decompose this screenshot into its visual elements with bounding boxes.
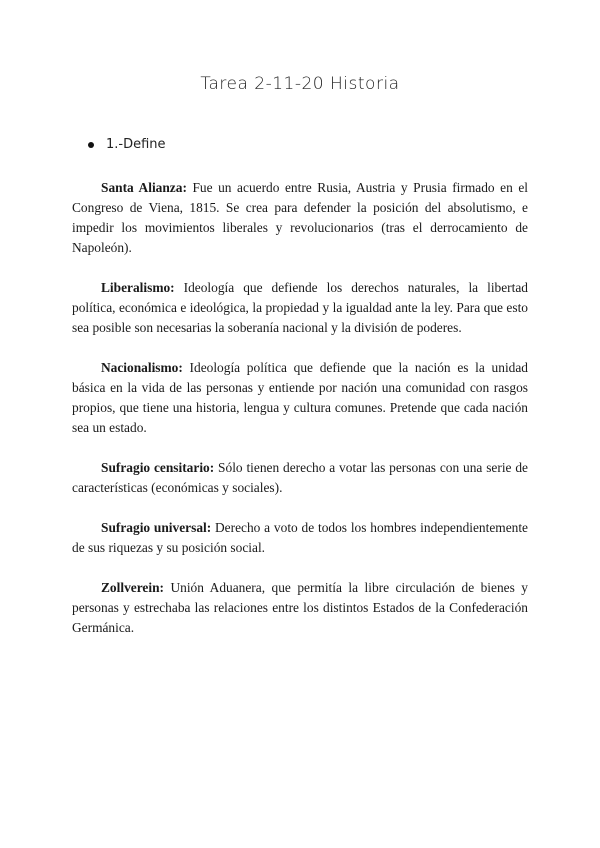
definition-term: Nacionalismo: bbox=[101, 360, 183, 375]
definition-text: Ideología política que defiende que la nación es la unidad básica en la vida de las personas y entiende por nación una comunidad con rasgos propios, que tiene una historia, lengua y cultura comunes. Pretende que cada nación sea un estado. bbox=[72, 360, 528, 435]
section-bullet bbox=[88, 137, 166, 152]
definitions-list bbox=[72, 178, 528, 658]
definition-term: Liberalismo: bbox=[101, 280, 175, 295]
definition-text: Derecho a voto de todos los hombres independientemente de sus riquezas y su posición social. bbox=[72, 520, 529, 555]
definition-text: Ideología que defiende los derechos naturales, la libertad política, económica e ideológica, la propiedad y la igualdad ante la ley. Para que esto sea posible son necesarias la soberanía nacional y la división de poderes. bbox=[72, 280, 528, 335]
page-title: Tarea 2-11-20 Historia bbox=[200, 74, 400, 94]
section-heading: 1.-Define bbox=[106, 137, 166, 152]
definition-santa-alianza bbox=[72, 178, 528, 258]
definition-sufragio-universal bbox=[72, 518, 528, 558]
definition-text: Fue un acuerdo entre Rusia, Austria y Prusia firmado en el Congreso de Viena, 1815. Se crea para defender la posición del absolutismo, e impedir los movimientos liberales y revolucionarios (tras el derrocamiento de Napoleón). bbox=[72, 180, 528, 255]
definition-text: Unión Aduanera, que permitía la libre circulación de bienes y personas y estrechaba las relaciones entre los distintos Estados de la Confederación Germánica. bbox=[72, 580, 528, 635]
definition-nacionalismo bbox=[72, 358, 528, 438]
definition-text: Sólo tienen derecho a votar las personas con una serie de características (económicas y sociales). bbox=[72, 460, 528, 495]
bullet-icon bbox=[88, 142, 94, 148]
definition-sufragio-censitario bbox=[72, 458, 528, 498]
definition-liberalismo bbox=[72, 278, 528, 338]
definition-term: Sufragio universal: bbox=[101, 520, 212, 535]
definition-zollverein bbox=[72, 578, 528, 638]
definition-term: Sufragio censitario: bbox=[101, 460, 215, 475]
definition-term: Zollverein: bbox=[101, 580, 164, 595]
definition-term: Santa Alianza: bbox=[101, 180, 187, 195]
